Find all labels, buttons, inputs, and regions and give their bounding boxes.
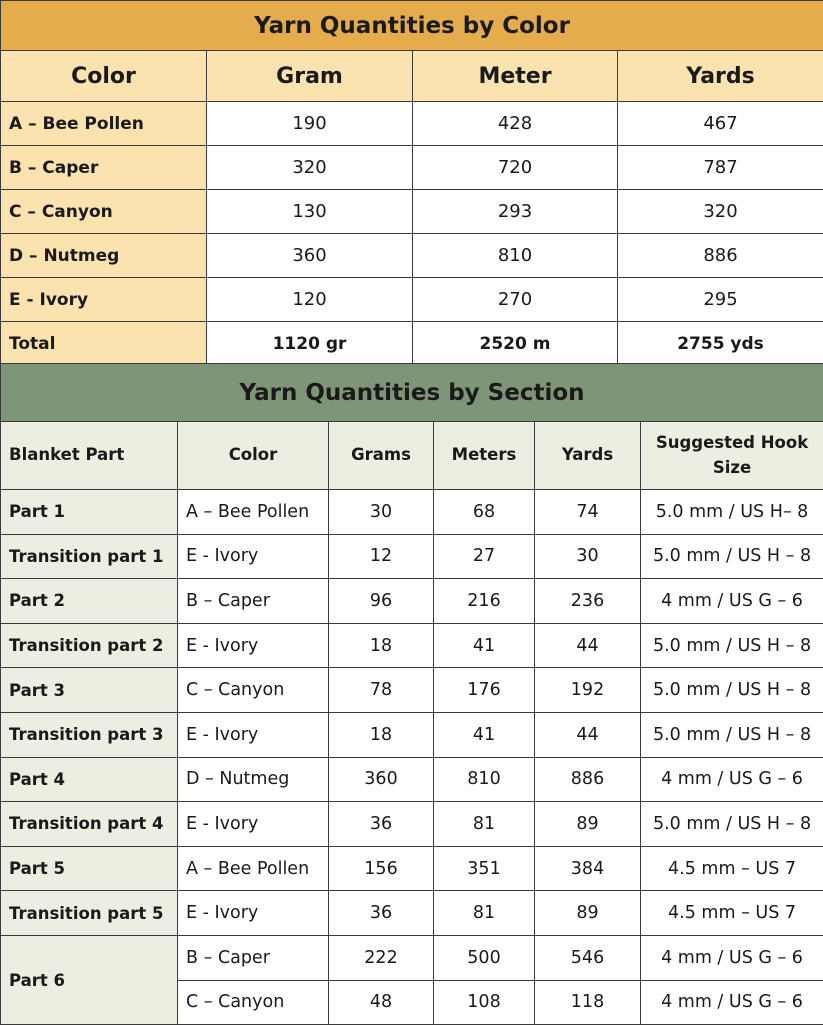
grams-cell: 12 — [329, 534, 434, 579]
color-cell: B – Caper — [178, 935, 329, 980]
table-row — [1, 623, 823, 668]
table-row — [1, 490, 823, 535]
gram-cell: 360 — [207, 234, 413, 278]
color-cell: B – Caper — [178, 579, 329, 624]
meters-cell: 68 — [434, 490, 535, 535]
table-row — [1, 579, 823, 624]
table-row — [1, 757, 823, 802]
color-name: A – Bee Pollen — [1, 102, 207, 146]
yards-cell: 886 — [618, 234, 823, 278]
total-gram: 1120 gr — [207, 322, 413, 366]
header-gram: Gram — [207, 51, 413, 102]
grams-cell: 18 — [329, 623, 434, 668]
table-row — [1, 234, 823, 278]
total-row — [1, 322, 823, 366]
yards-cell: 44 — [535, 712, 641, 757]
hook-cell: 4 mm / US G – 6 — [641, 980, 823, 1025]
hook-cell: 5.0 mm / US H – 8 — [641, 623, 823, 668]
color-quantities-table — [0, 0, 823, 366]
hook-cell: 5.0 mm / US H – 8 — [641, 668, 823, 713]
yards-cell: 886 — [535, 757, 641, 802]
meter-cell: 293 — [413, 190, 618, 234]
yards-cell: 320 — [618, 190, 823, 234]
part-name: Part 1 — [1, 490, 178, 535]
color-cell: E - Ivory — [178, 712, 329, 757]
color-cell: D – Nutmeg — [178, 757, 329, 802]
table-row — [1, 668, 823, 713]
hook-cell: 5.0 mm / US H– 8 — [641, 490, 823, 535]
hook-cell: 4.5 mm – US 7 — [641, 846, 823, 891]
grams-cell: 36 — [329, 802, 434, 847]
grams-cell: 222 — [329, 935, 434, 980]
color-table-title: Yarn Quantities by Color — [1, 1, 823, 51]
hook-cell: 5.0 mm / US H – 8 — [641, 802, 823, 847]
yards-cell: 89 — [535, 891, 641, 936]
section-table-header — [1, 422, 823, 490]
total-label: Total — [1, 322, 207, 366]
yards-cell: 546 — [535, 935, 641, 980]
part-name: Transition part 1 — [1, 534, 178, 579]
header-grams: Grams — [329, 422, 434, 490]
grams-cell: 96 — [329, 579, 434, 624]
color-table-header — [1, 51, 823, 102]
grams-cell: 48 — [329, 980, 434, 1025]
color-name: D – Nutmeg — [1, 234, 207, 278]
grams-cell: 36 — [329, 891, 434, 936]
table-row — [1, 146, 823, 190]
meters-cell: 351 — [434, 846, 535, 891]
section-quantities-table — [0, 363, 823, 1025]
hook-cell: 4.5 mm – US 7 — [641, 891, 823, 936]
meter-cell: 810 — [413, 234, 618, 278]
gram-cell: 320 — [207, 146, 413, 190]
yards-cell: 236 — [535, 579, 641, 624]
color-name: B – Caper — [1, 146, 207, 190]
color-cell: C – Canyon — [178, 668, 329, 713]
gram-cell: 130 — [207, 190, 413, 234]
meter-cell: 428 — [413, 102, 618, 146]
yards-cell: 74 — [535, 490, 641, 535]
table-row — [1, 190, 823, 234]
total-meter: 2520 m — [413, 322, 618, 366]
meters-cell: 176 — [434, 668, 535, 713]
color-cell: E - Ivory — [178, 891, 329, 936]
yards-cell: 30 — [535, 534, 641, 579]
meters-cell: 27 — [434, 534, 535, 579]
meters-cell: 500 — [434, 935, 535, 980]
hook-cell: 4 mm / US G – 6 — [641, 579, 823, 624]
table-row — [1, 935, 823, 980]
header-hook-size: Suggested Hook Size — [641, 422, 823, 490]
color-cell: E - Ivory — [178, 802, 329, 847]
yards-cell: 384 — [535, 846, 641, 891]
meters-cell: 81 — [434, 802, 535, 847]
color-cell: A – Bee Pollen — [178, 846, 329, 891]
hook-cell: 4 mm / US G – 6 — [641, 757, 823, 802]
meters-cell: 216 — [434, 579, 535, 624]
meter-cell: 270 — [413, 278, 618, 322]
section-table-title: Yarn Quantities by Section — [1, 364, 823, 422]
meter-cell: 720 — [413, 146, 618, 190]
meters-cell: 41 — [434, 623, 535, 668]
grams-cell: 30 — [329, 490, 434, 535]
header-yards: Yards — [535, 422, 641, 490]
table-row — [1, 846, 823, 891]
meters-cell: 81 — [434, 891, 535, 936]
header-yards: Yards — [618, 51, 823, 102]
part-name: Part 6 — [1, 935, 178, 1024]
yards-cell: 44 — [535, 623, 641, 668]
table-row — [1, 534, 823, 579]
table-row — [1, 802, 823, 847]
yards-cell: 787 — [618, 146, 823, 190]
color-name: E - Ivory — [1, 278, 207, 322]
grams-cell: 156 — [329, 846, 434, 891]
color-cell: C – Canyon — [178, 980, 329, 1025]
gram-cell: 120 — [207, 278, 413, 322]
yards-cell: 89 — [535, 802, 641, 847]
yards-cell: 295 — [618, 278, 823, 322]
header-meter: Meter — [413, 51, 618, 102]
hook-cell: 4 mm / US G – 6 — [641, 935, 823, 980]
part-name: Transition part 4 — [1, 802, 178, 847]
yards-cell: 118 — [535, 980, 641, 1025]
header-color: Color — [178, 422, 329, 490]
part-name: Transition part 5 — [1, 891, 178, 936]
grams-cell: 78 — [329, 668, 434, 713]
part-name: Part 3 — [1, 668, 178, 713]
part-name: Transition part 3 — [1, 712, 178, 757]
grams-cell: 18 — [329, 712, 434, 757]
total-yards: 2755 yds — [618, 322, 823, 366]
part-name: Part 4 — [1, 757, 178, 802]
grams-cell: 360 — [329, 757, 434, 802]
part-name: Part 2 — [1, 579, 178, 624]
hook-cell: 5.0 mm / US H – 8 — [641, 712, 823, 757]
table-row — [1, 278, 823, 322]
part-name: Transition part 2 — [1, 623, 178, 668]
hook-cell: 5.0 mm / US H – 8 — [641, 534, 823, 579]
color-cell: E - Ivory — [178, 534, 329, 579]
yards-cell: 467 — [618, 102, 823, 146]
table-row — [1, 891, 823, 936]
table-row — [1, 712, 823, 757]
part-name: Part 5 — [1, 846, 178, 891]
color-name: C – Canyon — [1, 190, 207, 234]
header-meters: Meters — [434, 422, 535, 490]
table-row — [1, 102, 823, 146]
color-cell: E - Ivory — [178, 623, 329, 668]
color-cell: A – Bee Pollen — [178, 490, 329, 535]
meters-cell: 108 — [434, 980, 535, 1025]
gram-cell: 190 — [207, 102, 413, 146]
yards-cell: 192 — [535, 668, 641, 713]
header-color: Color — [1, 51, 207, 102]
header-blanket-part: Blanket Part — [1, 422, 178, 490]
meters-cell: 810 — [434, 757, 535, 802]
meters-cell: 41 — [434, 712, 535, 757]
